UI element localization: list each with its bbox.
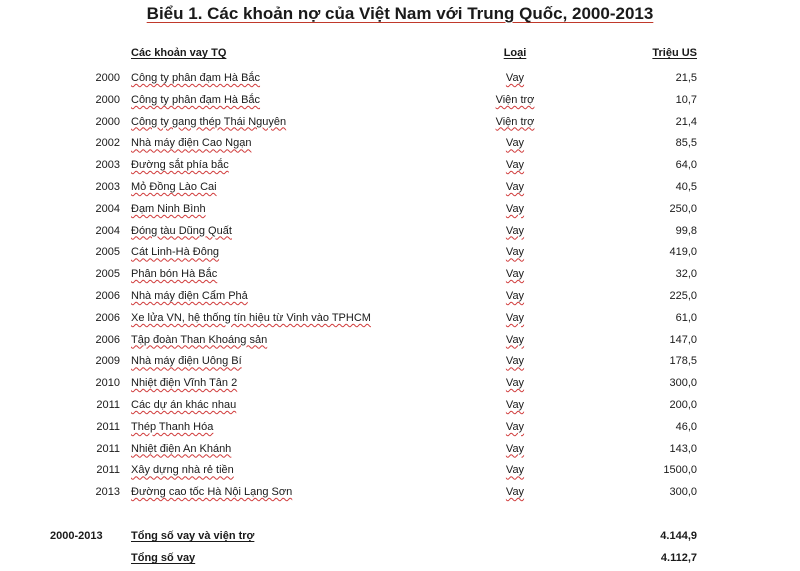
row-amount: 200,0 xyxy=(669,398,697,411)
row-type: Vay xyxy=(505,246,525,259)
row-amount: 40,5 xyxy=(675,180,697,193)
row-name: Đạm Ninh Bình xyxy=(131,202,206,215)
row-year: 2013 xyxy=(95,486,120,499)
row-type: Vay xyxy=(505,268,525,281)
loan-table xyxy=(0,68,800,504)
column-header-name: Các khoản vay TQ xyxy=(131,47,227,59)
row-amount: 225,0 xyxy=(669,289,697,302)
row-amount: 300,0 xyxy=(669,486,697,499)
row-name: Cát Linh-Hà Đông xyxy=(131,246,220,259)
row-amount: 21,4 xyxy=(675,115,697,128)
row-year: 2010 xyxy=(95,377,120,390)
table-row xyxy=(0,112,800,134)
row-type: Vay xyxy=(505,398,525,411)
row-name: Công ty phân đạm Hà Bắc xyxy=(131,93,261,106)
table-row xyxy=(0,221,800,243)
row-name: Phân bón Hà Bắc xyxy=(131,268,218,281)
total-loans-amount: 4.112,7 xyxy=(660,552,697,564)
row-name: Tập đoàn Than Khoáng sản xyxy=(131,333,268,346)
row-amount: 21,5 xyxy=(675,72,697,84)
row-amount: 147,0 xyxy=(669,333,697,346)
table-row xyxy=(0,155,800,177)
row-name: Nhiệt điện An Khánh xyxy=(131,442,232,455)
row-year: 2004 xyxy=(95,224,120,237)
table-row xyxy=(0,417,800,439)
row-name: Các dự án khác nhau xyxy=(131,398,237,411)
row-amount: 64,0 xyxy=(675,159,697,172)
row-type: Vay xyxy=(505,224,525,237)
row-year: 2006 xyxy=(95,311,120,324)
row-year: 2003 xyxy=(95,180,120,193)
column-header-amount: Triệu US xyxy=(652,47,697,59)
row-name: Đóng tàu Dũng Quất xyxy=(131,224,232,237)
row-type: Vay xyxy=(505,377,525,390)
row-name: Thép Thanh Hóa xyxy=(131,420,214,433)
row-type: Viện trợ xyxy=(495,115,535,128)
row-amount: 300,0 xyxy=(669,377,697,390)
row-amount: 143,0 xyxy=(669,442,697,455)
row-amount: 178,5 xyxy=(669,355,697,368)
row-name: Nhà máy điện Cao Ngạn xyxy=(131,137,252,150)
row-type: Vay xyxy=(505,311,525,324)
row-name: Nhà máy điện Cẩm Phả xyxy=(131,289,248,302)
row-amount: 32,0 xyxy=(675,268,697,281)
table-row xyxy=(0,330,800,352)
row-type: Vay xyxy=(505,137,525,150)
table-row xyxy=(0,133,800,155)
row-year: 2000 xyxy=(95,72,120,84)
table-row xyxy=(0,90,800,112)
total-all-label: Tổng số vay và viện trợ xyxy=(131,530,255,542)
row-year: 2011 xyxy=(96,398,120,411)
table-row xyxy=(0,68,800,90)
row-year: 2011 xyxy=(96,464,120,477)
row-name: Công ty phân đạm Hà Bắc xyxy=(131,72,261,84)
row-amount: 250,0 xyxy=(669,202,697,215)
table-row xyxy=(0,439,800,461)
row-year: 2011 xyxy=(96,442,120,455)
row-type: Vay xyxy=(505,333,525,346)
total-period: 2000-2013 xyxy=(50,530,103,542)
row-year: 2006 xyxy=(95,333,120,346)
row-type: Viện trợ xyxy=(495,93,535,106)
row-name: Đường sắt phía bắc xyxy=(131,159,229,172)
row-type: Vay xyxy=(505,355,525,368)
row-amount: 85,5 xyxy=(675,137,697,150)
row-name: Xây dựng nhà rẻ tiền xyxy=(131,464,234,477)
column-header-type: Loại xyxy=(503,47,527,59)
row-year: 2003 xyxy=(95,159,120,172)
table-row xyxy=(0,482,800,504)
row-year: 2002 xyxy=(95,137,120,150)
page-title: Biểu 1. Các khoản nợ của Việt Nam với Trung Quốc, 2000-2013 xyxy=(146,4,654,23)
table-row xyxy=(0,460,800,482)
row-name: Xe lửa VN, hệ thống tín hiệu từ Vinh vào TPHCM xyxy=(131,311,371,324)
row-type: Vay xyxy=(505,180,525,193)
row-type: Vay xyxy=(505,442,525,455)
row-amount: 10,7 xyxy=(675,93,697,106)
row-type: Vay xyxy=(505,289,525,302)
row-name: Mỏ Đồng Lào Cai xyxy=(131,180,217,193)
row-name: Nhiệt điện Vĩnh Tân 2 xyxy=(131,377,238,390)
row-amount: 419,0 xyxy=(669,246,697,259)
row-amount: 1500,0 xyxy=(663,464,697,477)
table-row xyxy=(0,373,800,395)
row-year: 2006 xyxy=(95,289,120,302)
row-year: 2005 xyxy=(95,246,120,259)
row-type: Vay xyxy=(505,202,525,215)
table-row xyxy=(0,351,800,373)
table-row xyxy=(0,395,800,417)
row-type: Vay xyxy=(505,420,525,433)
row-year: 2009 xyxy=(95,355,120,368)
table-row xyxy=(0,199,800,221)
table-row xyxy=(0,242,800,264)
row-year: 2004 xyxy=(95,202,120,215)
row-type: Vay xyxy=(505,486,525,499)
row-amount: 99,8 xyxy=(675,224,697,237)
row-name: Công ty gang thép Thái Nguyên xyxy=(131,115,287,128)
row-year: 2000 xyxy=(95,115,120,128)
row-amount: 46,0 xyxy=(675,420,697,433)
row-year: 2000 xyxy=(95,93,120,106)
row-year: 2005 xyxy=(95,268,120,281)
row-type: Vay xyxy=(505,464,525,477)
table-row xyxy=(0,177,800,199)
row-amount: 61,0 xyxy=(675,311,697,324)
table-row xyxy=(0,308,800,330)
row-type: Vay xyxy=(505,159,525,172)
total-loans-label: Tổng số vay xyxy=(131,552,196,564)
row-type: Vay xyxy=(505,72,525,84)
total-all-amount: 4.144,9 xyxy=(660,530,697,542)
table-row xyxy=(0,286,800,308)
row-name: Nhà máy điện Uông Bí xyxy=(131,355,242,368)
table-row xyxy=(0,264,800,286)
row-year: 2011 xyxy=(96,420,120,433)
row-name: Đường cao tốc Hà Nội Lạng Sơn xyxy=(131,486,293,499)
